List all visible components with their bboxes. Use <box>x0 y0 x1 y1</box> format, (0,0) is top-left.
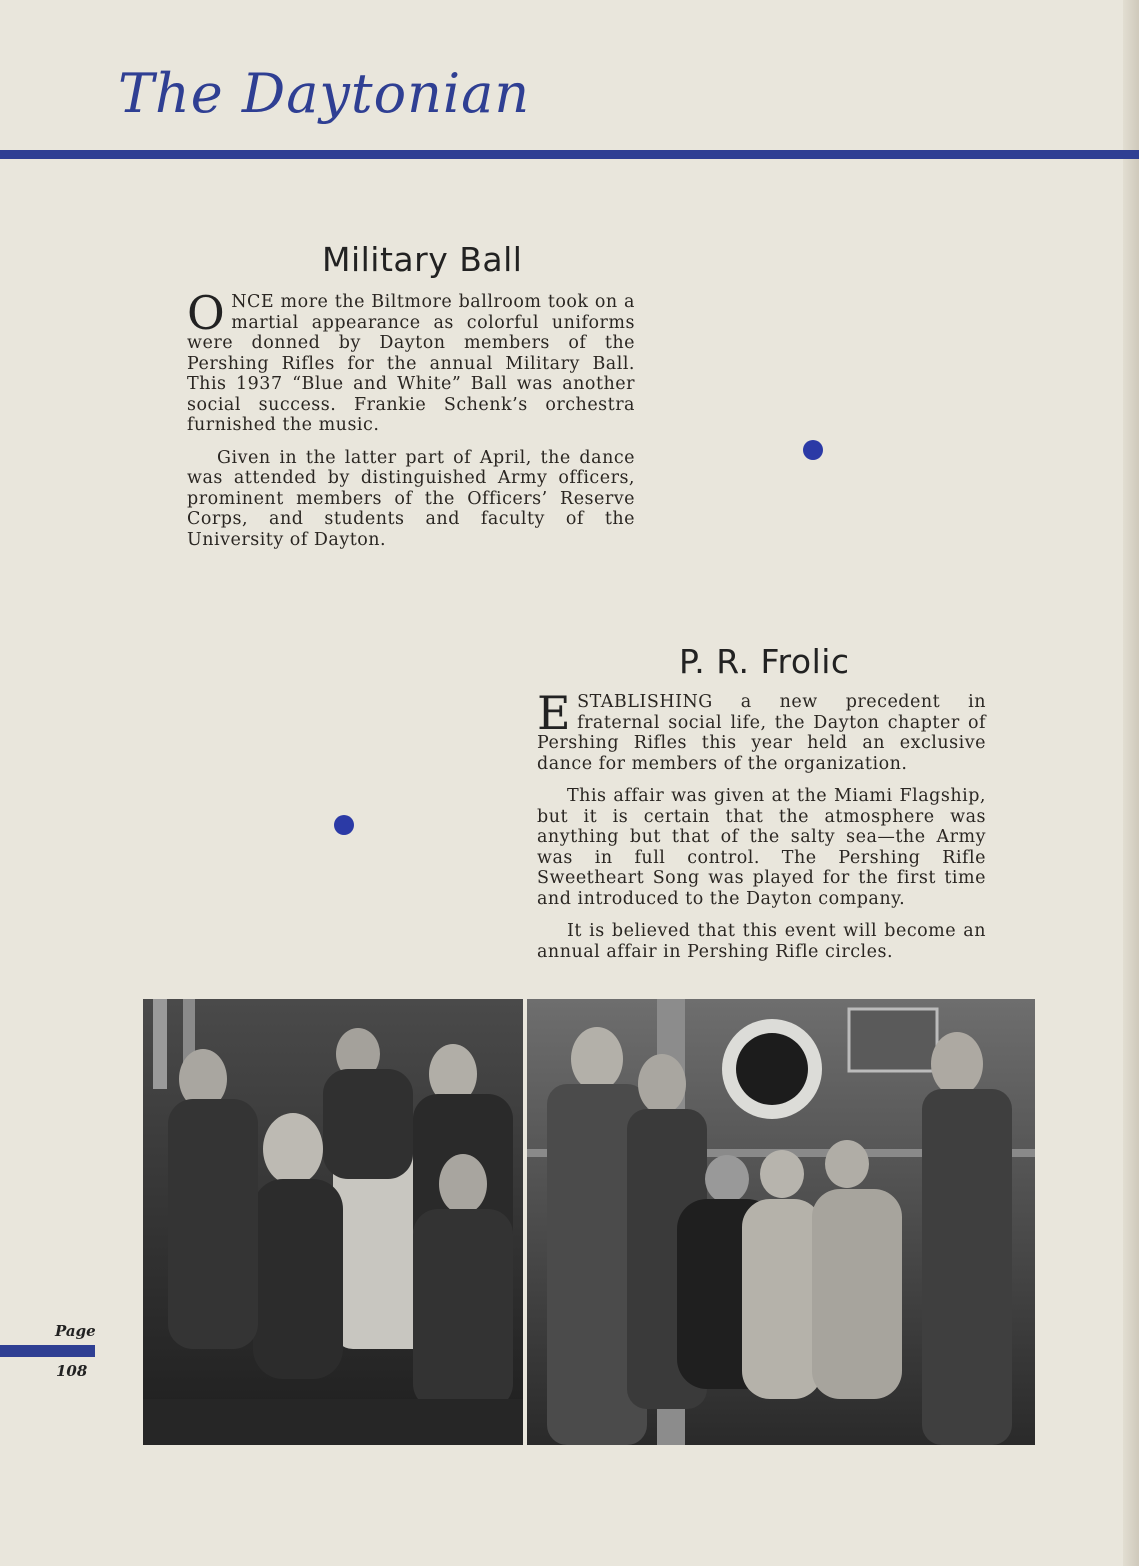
pr-frolic-article <box>537 686 986 974</box>
page-number: 108 <box>56 1362 88 1380</box>
pr-frolic-paragraph-3: It is believed that this event will become an annual affair in Pershing Rifle circles. <box>537 921 986 962</box>
folio-bar <box>0 1345 95 1357</box>
folio-label: Page <box>55 1322 96 1340</box>
decorative-dot <box>334 815 354 835</box>
military-ball-paragraph-1 <box>187 286 635 436</box>
photo-officers-seated <box>143 999 523 1445</box>
dropcap-e: E <box>537 686 572 740</box>
military-ball-article <box>187 286 635 562</box>
military-ball-heading: Military Ball <box>322 240 523 279</box>
military-ball-text-1: NCE more the Biltmore ballroom took on a martial appearance as colorful uniforms were donned by Dayton members of the Pershing Rifles for the annual Military Ball. This 1937 “Blue and White” Ball was another social success. Frankie Schenk’s orchestra furnished the music. <box>187 292 635 435</box>
photo-officers-image <box>143 999 523 1445</box>
masthead-title: The Daytonian <box>118 62 531 125</box>
photo-couples-portholes <box>527 999 1035 1445</box>
photo-couples-image <box>527 999 1035 1445</box>
dropcap-o: O <box>187 286 226 340</box>
pr-frolic-text-1: STABLISHING a new precedent in fraternal social life, the Dayton chapter of Pershing Rifles this year held an exclusive dance for members of the organization. <box>537 692 986 774</box>
header-rule <box>0 150 1139 159</box>
pr-frolic-heading: P. R. Frolic <box>679 642 850 681</box>
page-edge-shadow <box>1123 0 1139 1566</box>
decorative-dot <box>803 440 823 460</box>
pr-frolic-paragraph-2: This affair was given at the Miami Flagship, but it is certain that the atmosphere was anything but that of the salty sea—the Army was in full control. The Pershing Rifle Sweetheart Song was played for the first time and introduced to the Dayton company. <box>537 786 986 909</box>
military-ball-paragraph-2: Given in the latter part of April, the dance was attended by distinguished Army officers, prominent members of the Officers’ Reserve Corps, and students and faculty of the University of Dayton. <box>187 447 635 550</box>
pr-frolic-paragraph-1 <box>537 686 986 774</box>
